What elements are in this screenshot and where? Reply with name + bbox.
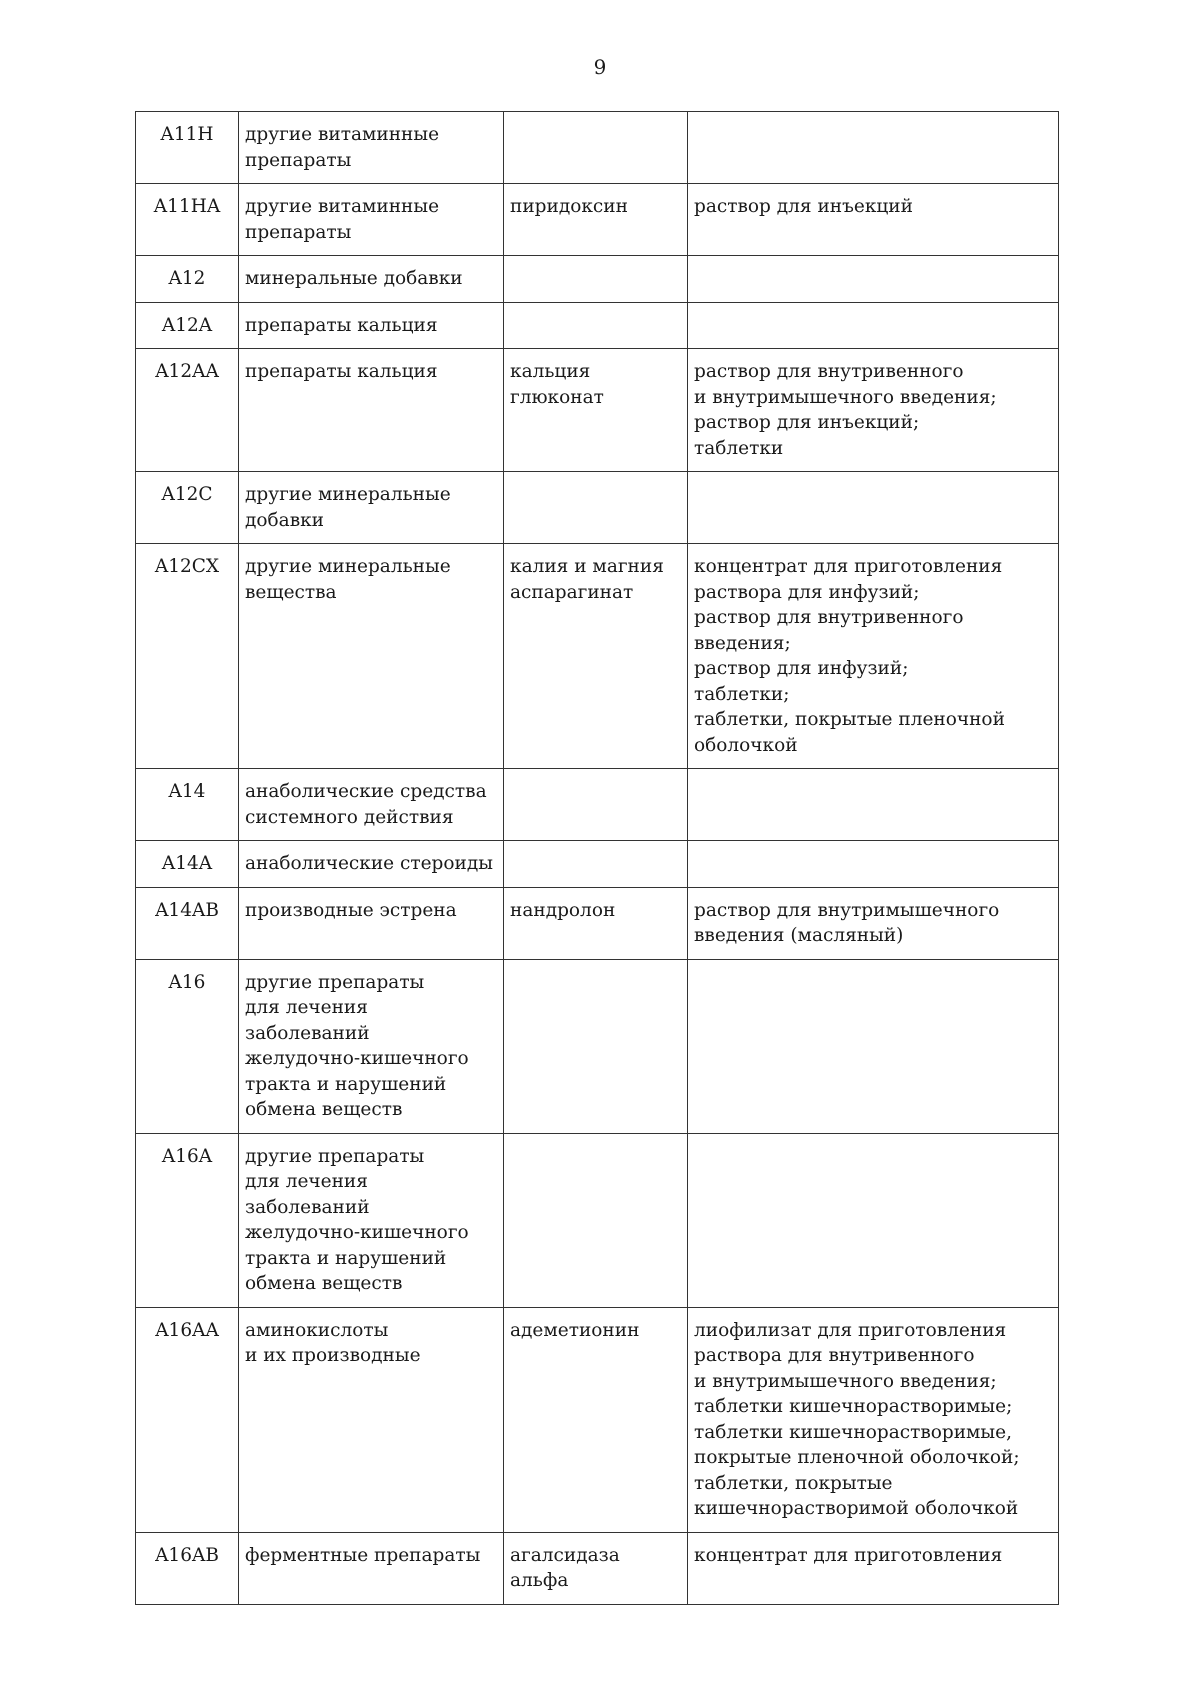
atc-code-cell: A11HA — [136, 184, 239, 256]
group-cell: другие препараты для лечения заболеваний желудочно-кишечного тракта и нарушений обмена веществ — [239, 1133, 504, 1307]
substance-cell — [504, 959, 688, 1133]
table-row — [136, 841, 1059, 888]
dosage-forms-cell: раствор для инъекций — [688, 184, 1059, 256]
table-row — [136, 887, 1059, 959]
group-cell: ферментные препараты — [239, 1532, 504, 1604]
table-row — [136, 959, 1059, 1133]
atc-code-cell: A14AB — [136, 887, 239, 959]
dosage-forms-cell — [688, 959, 1059, 1133]
group-cell: другие препараты для лечения заболеваний желудочно-кишечного тракта и нарушений обмена веществ — [239, 959, 504, 1133]
table-row — [136, 544, 1059, 769]
group-cell: другие витаминные препараты — [239, 112, 504, 184]
group-cell: анаболические средства системного действия — [239, 769, 504, 841]
dosage-forms-cell — [688, 302, 1059, 349]
table-row — [136, 472, 1059, 544]
group-cell: аминокислоты и их производные — [239, 1307, 504, 1532]
substance-cell — [504, 841, 688, 888]
table-row — [136, 1307, 1059, 1532]
dosage-forms-cell — [688, 769, 1059, 841]
atc-code-cell: A12A — [136, 302, 239, 349]
table-row — [136, 112, 1059, 184]
atc-code-cell: A14A — [136, 841, 239, 888]
group-cell: анаболические стероиды — [239, 841, 504, 888]
table-row — [136, 349, 1059, 472]
dosage-forms-cell: концентрат для приготовления раствора для инфузий; раствор для внутривенного введения; раствор для инфузий; таблетки; таблетки, покрытые пленочной оболочкой — [688, 544, 1059, 769]
substance-cell — [504, 472, 688, 544]
atc-code-cell: A12AA — [136, 349, 239, 472]
table-row — [136, 256, 1059, 303]
substance-cell: калия и магния аспарагинат — [504, 544, 688, 769]
dosage-forms-cell — [688, 841, 1059, 888]
dosage-forms-cell — [688, 1133, 1059, 1307]
atc-code-cell: A14 — [136, 769, 239, 841]
dosage-forms-cell: лиофилизат для приготовления раствора для внутривенного и внутримышечного введения; таблетки кишечнорастворимые; таблетки кишечнорастворимые, покрытые пленочной оболочкой; таблетки, покрытые кишечнорастворимой оболочкой — [688, 1307, 1059, 1532]
substance-cell — [504, 769, 688, 841]
substance-cell: агалсидаза альфа — [504, 1532, 688, 1604]
group-cell: другие минеральные добавки — [239, 472, 504, 544]
substance-cell: пиридоксин — [504, 184, 688, 256]
drug-table — [135, 111, 1059, 1605]
dosage-forms-cell — [688, 472, 1059, 544]
group-cell: препараты кальция — [239, 302, 504, 349]
page-number: 9 — [593, 55, 607, 79]
atc-code-cell: A12 — [136, 256, 239, 303]
atc-code-cell: A11H — [136, 112, 239, 184]
substance-cell: нандролон — [504, 887, 688, 959]
substance-cell — [504, 112, 688, 184]
dosage-forms-cell: раствор для внутривенного и внутримышечного введения; раствор для инъекций; таблетки — [688, 349, 1059, 472]
group-cell: препараты кальция — [239, 349, 504, 472]
atc-code-cell: A12CX — [136, 544, 239, 769]
dosage-forms-cell: раствор для внутримышечного введения (масляный) — [688, 887, 1059, 959]
group-cell: другие минеральные вещества — [239, 544, 504, 769]
substance-cell — [504, 1133, 688, 1307]
substance-cell — [504, 256, 688, 303]
group-cell: минеральные добавки — [239, 256, 504, 303]
dosage-forms-cell: концентрат для приготовления — [688, 1532, 1059, 1604]
atc-code-cell: A16 — [136, 959, 239, 1133]
atc-code-cell: A16A — [136, 1133, 239, 1307]
atc-code-cell: A16AB — [136, 1532, 239, 1604]
table-row — [136, 1133, 1059, 1307]
table-row — [136, 769, 1059, 841]
atc-code-cell: A12C — [136, 472, 239, 544]
substance-cell: кальция глюконат — [504, 349, 688, 472]
table-row — [136, 1532, 1059, 1604]
table-row — [136, 302, 1059, 349]
group-cell: другие витаминные препараты — [239, 184, 504, 256]
dosage-forms-cell — [688, 256, 1059, 303]
atc-code-cell: A16AA — [136, 1307, 239, 1532]
group-cell: производные эстрена — [239, 887, 504, 959]
dosage-forms-cell — [688, 112, 1059, 184]
substance-cell: адеметионин — [504, 1307, 688, 1532]
substance-cell — [504, 302, 688, 349]
table-row — [136, 184, 1059, 256]
